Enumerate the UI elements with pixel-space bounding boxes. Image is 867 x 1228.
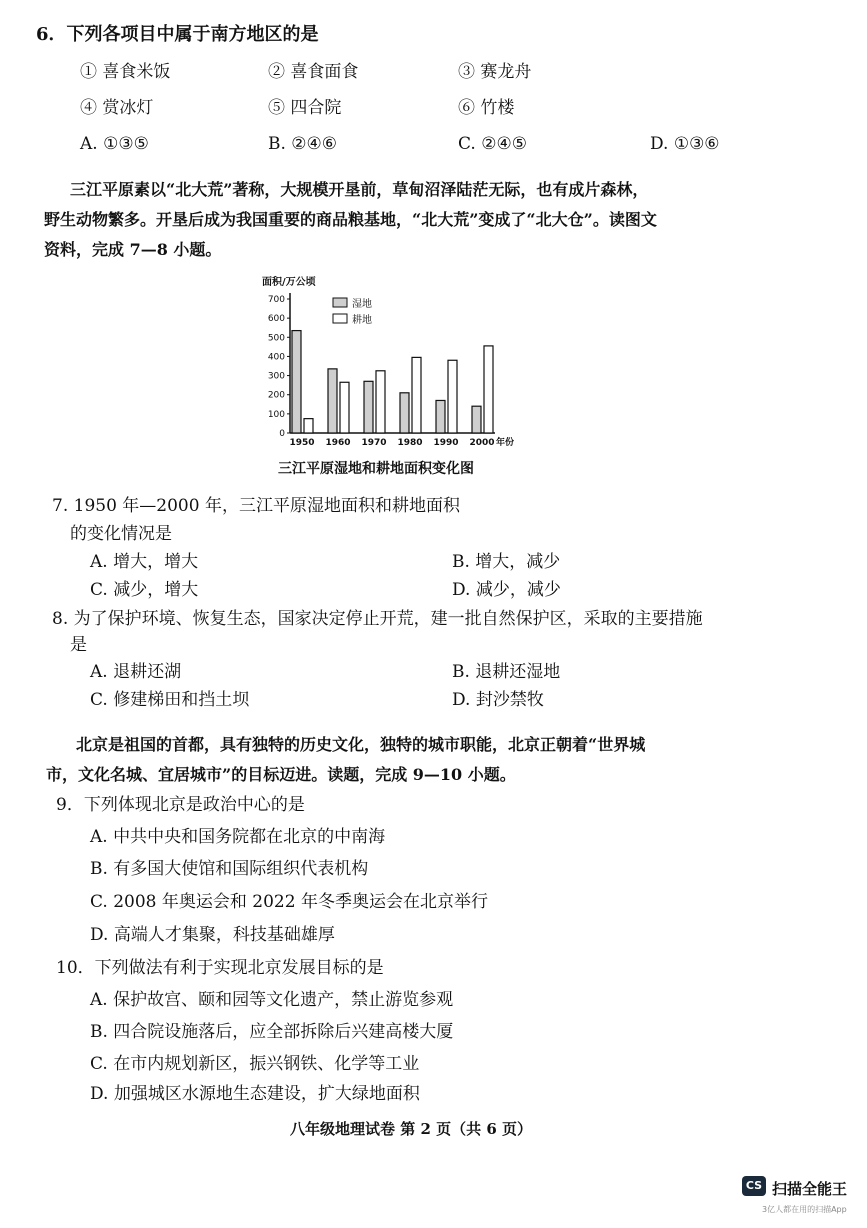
y-tick-label: 500 (267, 333, 285, 344)
y-tick-label: 700 (267, 295, 285, 305)
wetland-bar (328, 369, 337, 433)
q7-stem: 的变化情况是 (70, 524, 172, 544)
passage2-line: 市，文化名城、宜居城市”的目标迈进。读题，完成 9—10 小题。 (46, 765, 516, 784)
q8-option-c: C. 修建梯田和挡土坝 (90, 690, 250, 710)
q6-option-a: A. ①③⑤ (80, 134, 149, 154)
q7-stem: 7. 1950 年—2000 年，三江平原湿地面积和耕地面积 (52, 496, 460, 516)
q8-option-d: D. 封沙禁牧 (452, 690, 544, 710)
q7-option-b: B. 增大，减少 (452, 552, 561, 572)
q6-option-b: B. ②④⑥ (268, 134, 338, 154)
y-tick-label: 600 (267, 314, 285, 325)
y-tick-label: 300 (267, 371, 285, 382)
passage1-line: 三江平原素以“北大荒”著称，大规模开垦前，草甸沼泽陆茫无际，也有成片森林， (70, 180, 649, 199)
x-tick-label: 1970 (361, 438, 387, 448)
q6-option-c: C. ②④⑤ (458, 134, 527, 154)
passage2-line: 北京是祖国的首都，具有独特的历史文化，独特的城市职能，北京正朝着“世界城 (76, 735, 646, 754)
farmland-bar (484, 346, 493, 433)
q10-option-b: B. 四合院设施落后，应全部拆除后兴建高楼大厦 (90, 1022, 454, 1042)
q6-option-d: D. ①③⑥ (650, 134, 720, 154)
q6-item: ⑥ 竹楼 (458, 98, 515, 118)
x-tick-label: 2000 (469, 438, 495, 448)
farmland-bar (304, 419, 313, 433)
wetland-bar (472, 406, 481, 433)
x-axis-label: 年份 (496, 438, 515, 448)
x-tick-label: 1960 (325, 438, 351, 448)
q10-option-c: C. 在市内规划新区，振兴钢铁、化学等工业 (90, 1054, 420, 1074)
watermark-subtitle: 3亿人都在用的扫描App (762, 1205, 847, 1214)
legend-label: 湿地 (352, 299, 372, 310)
wetland-bar (436, 400, 445, 433)
q6-item: ④ 赏冰灯 (80, 98, 154, 118)
farmland-bar (412, 357, 421, 433)
q9-option-c: C. 2008 年奥运会和 2022 年冬季奥运会在北京举行 (90, 892, 488, 912)
q8-option-b: B. 退耕还湿地 (452, 662, 561, 682)
farmland-bar (448, 360, 457, 433)
x-tick-label: 1950 (289, 438, 315, 448)
x-tick-label: 1990 (433, 438, 459, 448)
passage1-line: 野生动物繁多。开垦后成为我国重要的商品粮基地，“北大荒”变成了“北大仓”。读图文 (44, 210, 657, 229)
y-tick-label: 0 (279, 429, 285, 439)
x-tick-label: 1980 (397, 438, 423, 448)
chart-title: 三江平原湿地和耕地面积变化图 (278, 461, 474, 477)
q7-option-d: D. 减少，减少 (452, 580, 561, 600)
q10-option-a: A. 保护故宫、颐和园等文化遗产，禁止游览参观 (90, 990, 454, 1010)
wetland-bar (400, 393, 409, 433)
watermark-name: 扫描全能王 (772, 1180, 848, 1198)
q9-stem: 9．下列体现北京是政治中心的是 (56, 795, 305, 815)
legend-swatch (333, 298, 347, 307)
legend-swatch (333, 314, 347, 323)
wetland-bar (292, 331, 301, 433)
legend-label: 耕地 (352, 315, 372, 326)
camscanner-logo-icon: CS (742, 1176, 766, 1196)
q8-option-a: A. 退耕还湖 (90, 662, 182, 682)
q6-item: ③ 赛龙舟 (458, 62, 532, 82)
q6-stem: 6．下列各项目中属于南方地区的是 (36, 24, 319, 45)
q7-option-c: C. 减少，增大 (90, 580, 199, 600)
farmland-bar (376, 371, 385, 433)
q7-option-a: A. 增大，增大 (90, 552, 199, 572)
q10-stem: 10．下列做法有利于实现北京发展目标的是 (56, 958, 384, 978)
q9-option-d: D. 高端人才集聚，科技基础雄厚 (90, 925, 335, 945)
q8-stem: 是 (70, 635, 87, 655)
page-footer: 八年级地理试卷 第 2 页（共 6 页） (290, 1120, 532, 1138)
wetland-bar (364, 381, 373, 433)
farmland-bar (340, 382, 349, 433)
q10-option-d: D. 加强城区水源地生态建设，扩大绿地面积 (90, 1084, 420, 1104)
q6-item: ② 喜食面食 (268, 62, 359, 82)
q6-item: ① 喜食米饭 (80, 62, 171, 82)
y-tick-label: 400 (267, 352, 285, 363)
passage1-line: 资料，完成 7—8 小题。 (44, 240, 222, 259)
q6-item: ⑤ 四合院 (268, 98, 342, 118)
y-tick-label: 200 (267, 390, 285, 401)
area-change-chart (248, 268, 515, 458)
y-tick-label: 100 (267, 409, 285, 420)
q8-stem: 8. 为了保护环境、恢复生态，国家决定停止开荒，建一批自然保护区，采取的主要措施 (52, 609, 703, 629)
q9-option-a: A. 中共中央和国务院都在北京的中南海 (90, 827, 386, 847)
y-axis-label: 面积/万公顷 (262, 277, 316, 288)
q9-option-b: B. 有多国大使馆和国际组织代表机构 (90, 859, 369, 879)
